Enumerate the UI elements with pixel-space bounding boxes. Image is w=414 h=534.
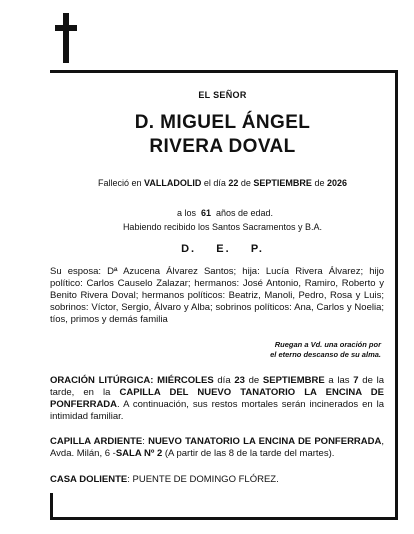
death-year: 2026 xyxy=(326,178,347,188)
dep-text: D. E. P. xyxy=(181,243,264,255)
death-day: 22 xyxy=(228,178,239,188)
age-info: a los 61 años de edad. xyxy=(176,208,274,218)
latin-cross-icon xyxy=(55,13,77,63)
border-left xyxy=(50,493,53,520)
border-right xyxy=(395,70,398,520)
casa-doliente: CASA DOLIENTE: PUENTE DE DOMINGO FLÓREZ. xyxy=(50,474,279,485)
family-list: Su esposa: Dª Azucena Álvarez Santos; hija: Lucía Rivera Álvarez; hijo político: Carlos Causelo Zalazar; hermanos: José Antonio, Ramiro, Roberto y Benito Rivera Doval; hermanos políticos: Beatriz, Manoli, Pedro, Rosa y Luis; sobrinos: Víctor, Sergio, Álvaro y Alba; sobrinos políticos: Ana, Carlos y Noelia; tíos, primos y demás familia xyxy=(50,266,384,325)
border-bottom xyxy=(50,517,398,520)
sacraments-text: Habiendo recibido los Santos Sacramentos y B.A. xyxy=(122,222,323,232)
title-prefix: EL SEÑOR xyxy=(198,90,247,100)
death-month: SEPTIEMBRE xyxy=(253,178,312,188)
oracion-liturgica: ORACIÓN LITÚRGICA: MIÉRCOLES día 23 de SEPTIEMBRE a las 7 de la tarde, en la CAPILLA DEL NUEVO TANATORIO LA ENCINA DE PONFERRADA. A continuación, sus restos mortales serán incinerados en la intimidad familiar. xyxy=(50,375,385,422)
capilla-ardiente: CAPILLA ARDIENTE: NUEVO TANATORIO LA ENCINA DE PONFERRADA, Avda. Milán, 6 -SALA Nº 2 (A partir de las 8 de la tarde del martes). xyxy=(50,436,385,459)
death-info: Falleció en VALLADOLID el día 22 de SEPTIEMBRE de 2026 xyxy=(98,178,347,188)
death-place: VALLADOLID xyxy=(144,178,202,188)
age-value: 61 xyxy=(200,208,211,218)
prayer-request: Ruegan a Vd. una oración por el eterno descanso de su alma. xyxy=(270,340,381,359)
border-top xyxy=(50,70,398,73)
deceased-name-line1: D. MIGUEL ÁNGEL xyxy=(134,112,311,133)
deceased-name-line2: RIVERA DOVAL xyxy=(149,136,296,157)
